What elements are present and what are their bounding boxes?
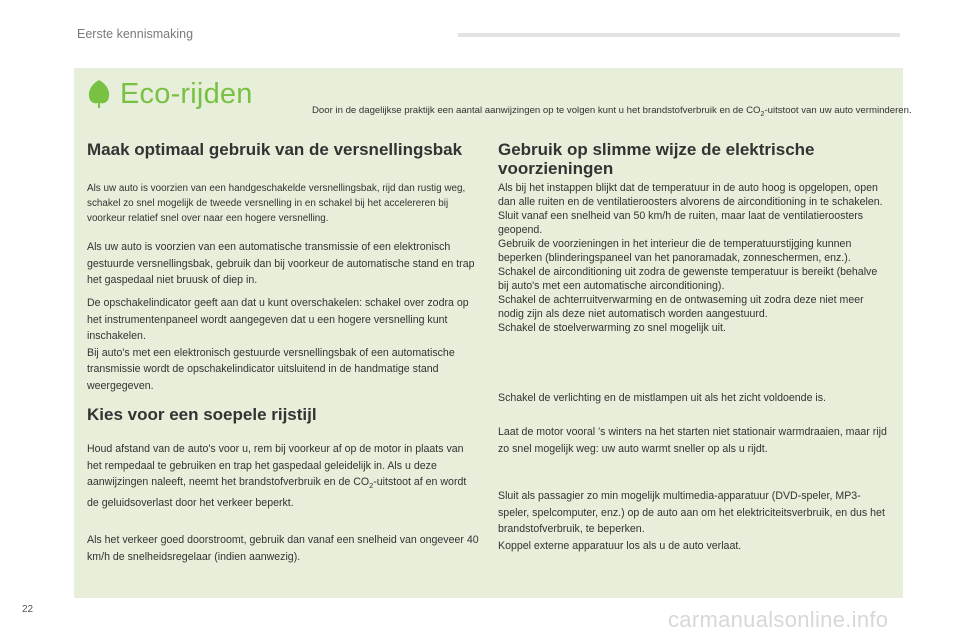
multimedia-paragraph: Sluit als passagier zo min mogelijk multimedia-apparatuur (DVD-speler, MP3-speler, spelcomputer, enz.) op de auto aan om het elektriciteitsverbruik, en dus het brandstofverbruik, te beperken. Koppel externe apparatuur los als u de auto verlaat.	[498, 490, 885, 552]
header-section-title: Eerste kennismaking	[77, 27, 194, 41]
distance-paragraph: Houd afstand van de auto's voor u, rem bij voorkeur af op de motor in plaats van het rempedaal te gebruiken en trap het gaspedaal geleidelijk in. Als u deze aanwijzingen naleeft, neemt het brandstofverbruik en de $CO_2$-uitstoot af en wordt de geluidsoverlast door het verkeer beperkt.	[87, 443, 467, 509]
title-text: Eco-rijden	[120, 77, 253, 110]
shift-indicator-paragraph: De opschakelindicator geeft aan dat u kunt overschakelen: schakel over zodra op het instrumentenpaneel wordt aangegeven dat u een hogere versnelling kunt inschakelen. Bij auto's met een elektronisch gestuurde versnellingsbak of een automatische transmissie wordt de opschakelindicator uitsluitend in de handmatige stand weergegeven.	[87, 297, 469, 392]
left-column	[87, 140, 483, 159]
electrical-line: Schakel de airconditioning uit zodra de gewenste temperatuur is bereikt (behalve bij auto's met een automatische airconditioning).	[498, 266, 878, 292]
cruise-control-paragraph: Als het verkeer goed doorstroomt, gebruik dan vanaf een snelheid van ongeveer 40 km/h de snelheidsregelaar (indien aanwezig).	[87, 534, 479, 563]
gearbox-auto-paragraph: Als uw auto is voorzien van een automatische transmissie of een elektronisch gestuurde versnellingsbak, gebruik dan bij voorkeur de automatische stand en trap het gaspedaal niet bruusk of diep in.	[87, 241, 475, 286]
electrical-line: Schakel de achterruitverwarming en de ontwaseming uit zodra deze niet meer nodig zijn als deze niet automatisch worden aangestuurd.	[498, 294, 864, 320]
heading-electrical: Gebruik op slimme wijze de elektrische voorzieningen	[498, 140, 815, 178]
heading-gearbox: Maak optimaal gebruik van de versnellingsbak	[87, 140, 463, 159]
gearbox-manual-paragraph: Als uw auto is voorzien van een handgeschakelde versnellingsbak, rijd dan rustig weg, schakel zo snel mogelijk de tweede versnelling in en schakel bij het accelereren bij voorkeur relatief snel over naar een hogere versnelling.	[87, 183, 466, 224]
electrical-line: Gebruik de voorzieningen in het interieur die de temperatuurstijging kunnen beperken (blinderingspaneel van het panoramadak, zonneschermen, enz.).	[498, 238, 852, 264]
header-rule	[458, 33, 900, 37]
lights-paragraph: Schakel de verlichting en de mistlampen uit als het zicht voldoende is.	[498, 392, 826, 404]
intro-text: Door in de dagelijkse praktijk een aantal aanwijzingen op te volgen kunt u het brandstofverbruik en de $CO_2$-uitstoot van uw auto verminderen.	[312, 105, 912, 118]
leaf-icon	[86, 79, 112, 109]
engine-warmup-paragraph: Laat de motor vooral 's winters na het starten niet stationair warmdraaien, maar rijd zo snel mogelijk weg: uw auto warmt sneller op als u rijdt.	[498, 426, 887, 455]
heading-smooth-driving: Kies voor een soepele rijstijl	[87, 405, 317, 424]
right-column	[498, 140, 894, 178]
electrical-list	[498, 181, 890, 335]
heading-smooth-driving-wrap	[87, 405, 479, 424]
electrical-line: Sluit vanaf een snelheid van 50 km/h de ruiten, maar laat de ventilatieroosters geopend.	[498, 210, 864, 236]
electrical-line: Als bij het instappen blijkt dat de temperatuur in de auto hoog is opgelopen, open dan alle ruiten en de ventilatieroosters alvorens de airconditioning in te schakelen.	[498, 182, 883, 208]
watermark: carmanualsonline.info	[668, 607, 889, 632]
page-number: 22	[22, 604, 34, 615]
page-title	[86, 76, 253, 112]
electrical-line: Schakel de stoelverwarming zo snel mogelijk uit.	[498, 322, 726, 334]
